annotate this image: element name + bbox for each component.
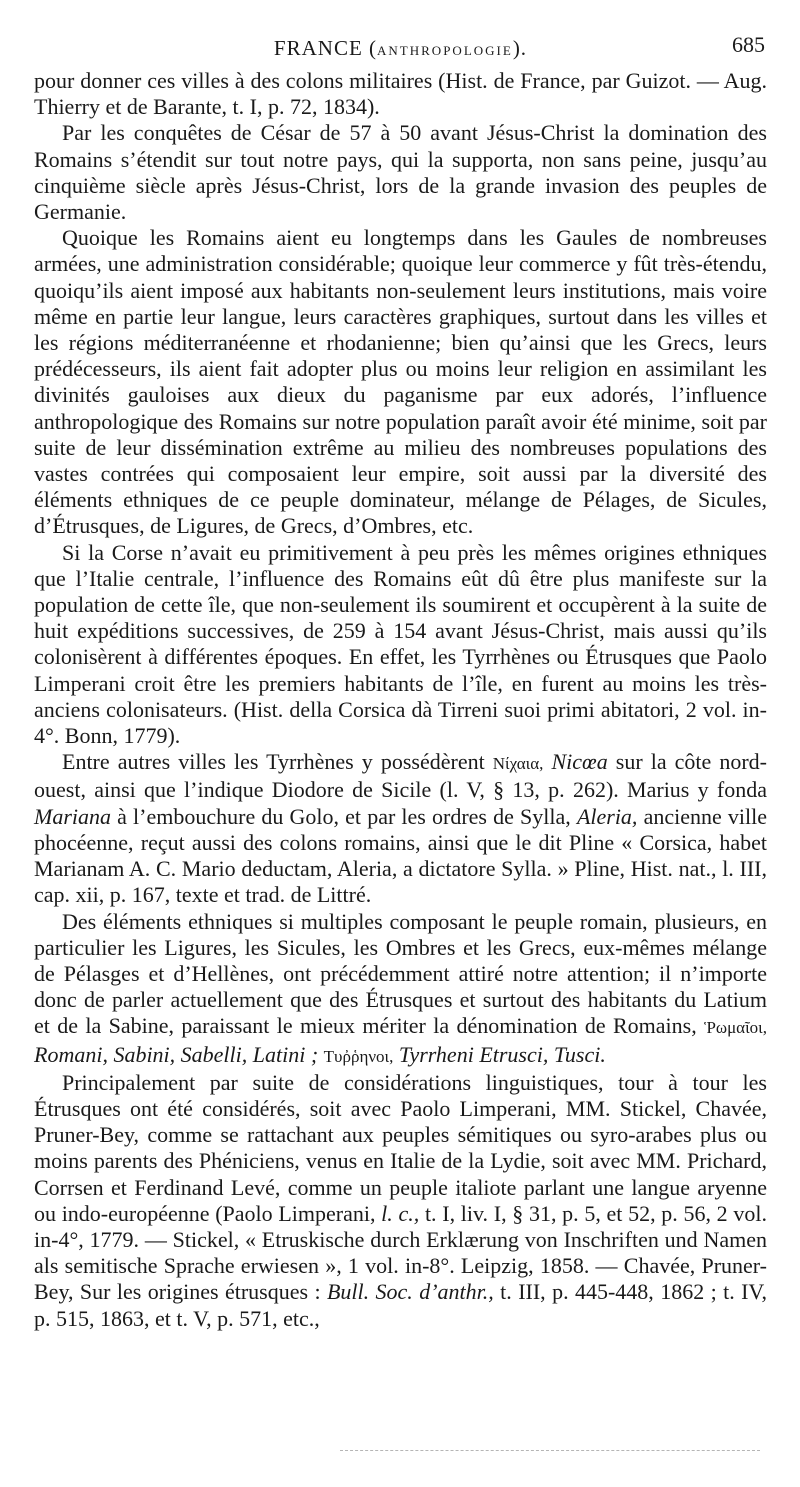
text-run: t. III, p. 445-448, 1862 ; t. IV, p. 515, 1863, et t. V, p. 571, etc., (34, 1279, 767, 1331)
italic-term: Bull. Soc. d’anthr., (326, 1279, 494, 1305)
paragraph-p1 (34, 68, 767, 120)
text-run: t. I, liv. I, § 31, p. 5, et 52, p. 56, 2 vol. in-4°, 1779. — Stickel, « Etruskische durch Erklærung von Inschriften und Namen als semitische Sprache erwiesen », 1 vol. in-8°. Leipzig, 1858. — Chavée, Pruner-Bey, Sur les origines étrusques : (34, 1200, 767, 1305)
paragraph-p7 (34, 1070, 767, 1332)
text-run: Quoique les Romains aient eu longtemps dans les Gaules de nombreuses armées, une administration considérable; quoique leur commerce y fût très-étendu, quoiqu’ils aient imposé aux habitants non-seulement leurs institutions, mais voire même en partie leur langue, leurs caractères graphiques, surtout dans les villes et les régions méditerranéenne et rhodanienne; bien qu’ainsi que les Grecs, leurs prédécesseurs, ils aient fait adopter plus ou moins leur religion en assimilant les divinités gauloises aux dieux du paganisme par eux adorés, l’influence anthropologique des Romains sur notre population paraît avoir été minime, soit par suite de leur dissémination extrême au milieu des nombreuses populations des vastes contrées qui composaient leur empire, soit aussi par la diversité des éléments ethniques de ce peuple dominateur, mélange de Pélages, de Sicules, d’Étrusques, de Ligures, de Grecs, d’Ombres, etc. (34, 225, 767, 539)
text-run: Des éléments ethniques si multiples composant le peuple romain, plusieurs, en particulier les Ligures, les Sicules, les Ombres et les Grecs, eux-mêmes mélange de Pélasges et d’Hellènes, ont précédemment attiré notre attention; il n’importe donc de parler actuellement que des Étrusques et surtout des habitants du Latium et de la Sabine, paraissant le mieux mériter la dénomination de Romains, (34, 908, 767, 1039)
italic-term: Aleria, (576, 803, 638, 829)
running-title-subject: ANTHROPOLOGIE (377, 43, 513, 58)
paragraph-p2 (34, 120, 767, 225)
running-head (34, 30, 767, 68)
running-title-close: ). (512, 36, 528, 60)
text-run: Principalement par suite de considérations linguistiques, tour à tour les Étrusques ont été considérés, soit avec Paolo Limperani, MM. Stickel, Chavée, Pruner-Bey, comme se rattachant aux peuples sémitiques ou syro-arabes plus ou moins parents des Phéniciens, venus en Italie de la Lydie, soit avec MM. Prichard, Corrsen et Ferdinand Levé, comme un peuple italiote parlant une langue aryenne ou indo-européenne (Paolo Limperani, (34, 1069, 767, 1226)
italic-term: Nicœa (551, 749, 608, 775)
text-run: Entre autres villes les Tyrrhènes y possédèrent (62, 749, 493, 775)
paragraph-p5 (34, 749, 767, 908)
italic-term: Romani, Sabini, Sabelli, Latini ; (34, 1041, 319, 1067)
running-title-main: FRANCE ( (273, 36, 378, 60)
body-text (34, 68, 767, 1332)
text-run: à l’embouchure du Golo, et par les ordres de Sylla, (111, 803, 577, 829)
paragraph-p4 (34, 540, 767, 750)
text-run: sur la côte nord-ouest, ainsi que l’indique Diodore de Sicile (l. V, § 13, p. 262). Marius y fonda (34, 749, 767, 803)
text-run: Par les conquêtes de César de 57 à 50 avant Jésus-Christ la domination des Romains s’étendit sur tout notre pays, qui la supporta, non sans peine, jusqu’au cinquième siècle après Jésus-Christ, lors de la grande invasion des peuples de Germanie. (34, 120, 767, 225)
paragraph-p6 (34, 909, 767, 1070)
italic-term: Tyrrheni Etrusci, Tusci. (398, 1041, 606, 1067)
text-run: Si la Corse n’avait eu primitivement à peu près les mêmes origines ethniques que l’Italie centrale, l’influence des Romains eût dû être plus manifeste sur la population de cette île, que non-seulement ils soumirent et occupèrent à la suite de huit expéditions successives, de 259 à 154 avant Jésus-Christ, mais aussi qu’ils colonisèrent à différentes époques. En effet, les Tyrrhènes ou Étrusques que Paolo Limperani croit être les premiers habitants de l’île, en furent au moins les très-anciens colonisateurs. (Hist. della Corsica dà Tirreni suoi primi abitatori, 2 vol. in-4°. Bonn, 1779). (34, 539, 767, 749)
greek-term: Ῥωμαῖοι, (704, 1018, 767, 1038)
greek-term: Νίχαια, (492, 754, 544, 774)
bottom-rule (340, 1450, 760, 1453)
greek-term: Τυῤῥηνοι, (323, 1046, 394, 1066)
page-number: 685 (732, 32, 765, 57)
running-title (34, 36, 767, 61)
italic-term: l. c., (381, 1200, 420, 1226)
paragraph-p3 (34, 225, 767, 539)
text-run: pour donner ces villes à des colons militaires (Hist. de France, par Guizot. — Aug. Thierry et de Barante, t. I, p. 72, 1834). (34, 68, 767, 120)
text-run: ancienne ville phocéenne, reçut aussi des colons romains, ainsi que le dit Pline « Corsica, habet Marianam A. C. Mario deductam, Aleria, a dictatore Sylla. » Pline, Hist. nat., l. III, cap. xii, p. 167, texte et trad. de Littré. (34, 803, 768, 908)
italic-term: Mariana (34, 803, 111, 829)
